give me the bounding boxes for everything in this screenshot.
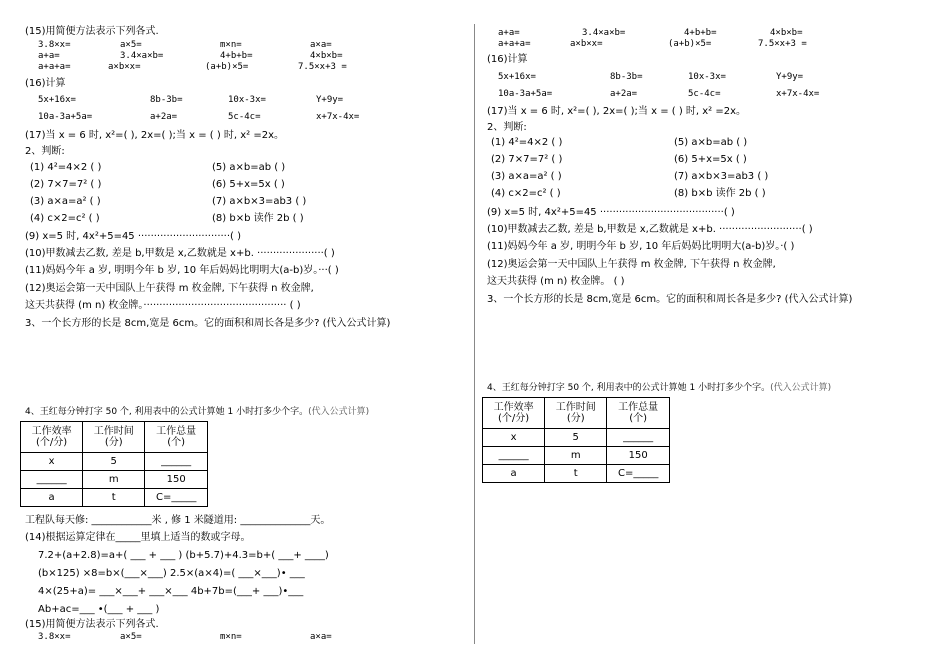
header-text: 工作效率 (个/分) [493, 402, 534, 424]
table-header [21, 422, 83, 453]
expr: a+2a= [610, 89, 638, 99]
judge-item: (1) 4²=4×2 ( ) [491, 137, 563, 148]
expr: 5x+16x= [498, 72, 536, 82]
expr: Y+9y= [316, 95, 344, 105]
table-cell: 150 [145, 471, 208, 489]
expr: 5c-4c= [228, 112, 261, 122]
judge-item: (1) 4²=4×2 ( ) [30, 162, 102, 173]
judge-item: (5) a×b=ab ( ) [674, 137, 748, 148]
q14-item: 4×(25+a)= ___×___+ ___×___ 4b+7b=(___+ ___)•___ [38, 586, 304, 597]
table-cell: C=_____ [145, 489, 208, 507]
expr: a+a+a= [498, 39, 531, 49]
expr: a+a+a= [38, 62, 71, 72]
expr: 4×b×b= [770, 28, 803, 38]
judge-item: (10)甲数减去乙数, 差是 b,甲数是 x,乙数就是 x+b. ··························( ) [487, 224, 813, 235]
q14-title: (14)根据运算定律在_____里填上适当的数或字母。 [25, 532, 251, 543]
table-row [483, 465, 670, 483]
judge-item: (6) 5+x=5x ( ) [212, 179, 285, 190]
judge-item: 这天共获得 (m n) 枚金牌。 ( ) [487, 276, 625, 287]
table-row [21, 453, 208, 471]
road-question: 工程队每天修: ____________米 , 修 1 米隧道用: ______________天。 [25, 515, 331, 526]
expr: 4×b×b= [310, 51, 343, 61]
expr: 4+b+b= [684, 28, 717, 38]
table-header [483, 398, 545, 429]
judge-item: (9) x=5 时, 4x²+5=45 ·····························( ) [25, 231, 242, 242]
expr: a+a= [38, 51, 60, 61]
expr: 8b-3b= [610, 72, 643, 82]
work-table [482, 397, 670, 483]
judge-item: (11)妈妈今年 a 岁, 明明今年 b 岁, 10 年后妈妈比明明大(a-b)岁。···( ) [25, 265, 339, 276]
q3: 3、一个长方形的长是 8cm,宽是 6cm。它的面积和周长各是多少? (代入公式计算) [25, 318, 391, 329]
expr: 7.5×x+3 = [298, 62, 347, 72]
judge-item: (3) a×a=a² ( ) [30, 196, 101, 207]
expr: 3.8×x= [38, 632, 71, 642]
judge-item: (2) 7×7=7² ( ) [30, 179, 102, 190]
table-cell: ______ [607, 429, 670, 447]
judge-item: (3) a×a=a² ( ) [491, 171, 562, 182]
q14-item: Ab+ac=___ •(___ + ___ ) [38, 604, 160, 615]
judge-item: (7) a×b×3=ab3 ( ) [212, 196, 307, 207]
q14-item: (b×125) ×8=b×(___×___) 2.5×(a×4)=( ___×___)• ___ [38, 568, 305, 579]
expr: 3.4×a×b= [582, 28, 626, 38]
judge-item: (12)奥运会第一天中国队上午获得 m 枚金牌, 下午获得 n 枚金牌, [25, 283, 314, 294]
expr: 10x-3x= [228, 95, 266, 105]
expr: a×b×x= [108, 62, 141, 72]
table-cell: 5 [83, 453, 145, 471]
judge-item: (11)妈妈今年 a 岁, 明明今年 b 岁, 10 年后妈妈比明明大(a-b)岁。·( ) [487, 241, 795, 252]
table-cell: x [483, 429, 545, 447]
q4-note: (代入公式计算) [770, 383, 832, 393]
header-text: 工作时间 (分) [93, 426, 134, 448]
table-cell: ______ [483, 447, 545, 465]
table-row [21, 471, 208, 489]
judge-item: 这天共获得 (m n) 枚金牌。············································· ( ) [25, 300, 301, 311]
table-header [545, 398, 607, 429]
column-divider [474, 24, 475, 644]
table-cell: t [545, 465, 607, 483]
judge-item: (9) x=5 时, 4x²+5=45 ·······································( ) [487, 207, 735, 218]
expr: 3.8×x= [38, 40, 71, 50]
table-row [483, 429, 670, 447]
expr: a×5= [120, 40, 142, 50]
expr: m×n= [220, 40, 242, 50]
expr: 8b-3b= [150, 95, 183, 105]
expr: (a+b)×5= [205, 62, 249, 72]
judge-item: (4) c×2=c² ( ) [30, 213, 100, 224]
table-header [145, 422, 208, 453]
judge-item: (7) a×b×3=ab3 ( ) [674, 171, 769, 182]
table-cell: 5 [545, 429, 607, 447]
q17: (17)当 x = 6 时, x²=( ), 2x=( );当 x = ( ) 时, x² =2x。 [25, 130, 285, 141]
table-cell: m [545, 447, 607, 465]
judge-item: (2) 7×7=7² ( ) [491, 154, 563, 165]
table-cell: t [83, 489, 145, 507]
judge-item: (8) b×b 读作 2b ( ) [674, 188, 766, 199]
work-table [20, 421, 208, 507]
table-cell: ______ [21, 471, 83, 489]
q14-item: 7.2+(a+2.8)=a+( ___ + ___ ) (b+5.7)+4.3=b+( ___+ ____) [38, 550, 329, 561]
q4-question: 4、王红每分钟打字 50 个, 利用表中的公式计算她 1 小时打多少个字。 [487, 383, 771, 393]
expr: x+7x-4x= [776, 89, 820, 99]
table-row [21, 489, 208, 507]
table-cell: a [483, 465, 545, 483]
expr: 10a-3a+5a= [38, 112, 93, 122]
expr: 3.4×a×b= [120, 51, 164, 61]
judge-title: 2、判断: [487, 122, 527, 133]
q3: 3、一个长方形的长是 8cm,宽是 6cm。它的面积和周长各是多少? (代入公式计算) [487, 294, 853, 305]
header-text: 工作总量 (个) [618, 402, 659, 424]
expr: 7.5×x+3 = [758, 39, 807, 49]
expr: m×n= [220, 632, 242, 642]
judge-item: (5) a×b=ab ( ) [212, 162, 286, 173]
table-cell: C=_____ [607, 465, 670, 483]
table-cell: 150 [607, 447, 670, 465]
table-cell: m [83, 471, 145, 489]
expr: 5c-4c= [688, 89, 721, 99]
q15b-title: (15)用简便方法表示下列各式. [25, 619, 159, 630]
table-cell: ______ [145, 453, 208, 471]
expr: 5x+16x= [38, 95, 76, 105]
header-text: 工作效率 (个/分) [31, 426, 72, 448]
expr: a×a= [310, 40, 332, 50]
q16-title: (16)计算 [25, 78, 66, 89]
q4-text [487, 383, 831, 394]
expr: (a+b)×5= [668, 39, 712, 49]
q4-note: (代入公式计算) [308, 407, 370, 417]
table-header [607, 398, 670, 429]
expr: 4+b+b= [220, 51, 253, 61]
expr: 10x-3x= [688, 72, 726, 82]
expr: a+2a= [150, 112, 178, 122]
q15-title: (15)用简便方法表示下列各式. [25, 26, 159, 37]
judge-item: (6) 5+x=5x ( ) [674, 154, 747, 165]
expr: a×b×x= [570, 39, 603, 49]
q4-question: 4、王红每分钟打字 50 个, 利用表中的公式计算她 1 小时打多少个字。 [25, 407, 309, 417]
expr: Y+9y= [776, 72, 804, 82]
header-text: 工作时间 (分) [555, 402, 596, 424]
expr: a×a= [310, 632, 332, 642]
table-row [483, 447, 670, 465]
judge-item: (10)甲数减去乙数, 差是 b,甲数是 x,乙数就是 x+b. ·····················( ) [25, 248, 335, 259]
q4-text [25, 407, 369, 418]
q17: (17)当 x = 6 时, x²=( ), 2x=( );当 x = ( ) 时, x² =2x。 [487, 106, 747, 117]
header-text: 工作总量 (个) [156, 426, 197, 448]
judge-title: 2、判断: [25, 146, 65, 157]
table-cell: x [21, 453, 83, 471]
expr: 10a-3a+5a= [498, 89, 553, 99]
table-header [83, 422, 145, 453]
expr: a+a= [498, 28, 520, 38]
expr: x+7x-4x= [316, 112, 360, 122]
q16-title: (16)计算 [487, 54, 528, 65]
expr: a×5= [120, 632, 142, 642]
judge-item: (8) b×b 读作 2b ( ) [212, 213, 304, 224]
judge-item: (12)奥运会第一天中国队上午获得 m 枚金牌, 下午获得 n 枚金牌, [487, 259, 776, 270]
judge-item: (4) c×2=c² ( ) [491, 188, 561, 199]
table-cell: a [21, 489, 83, 507]
